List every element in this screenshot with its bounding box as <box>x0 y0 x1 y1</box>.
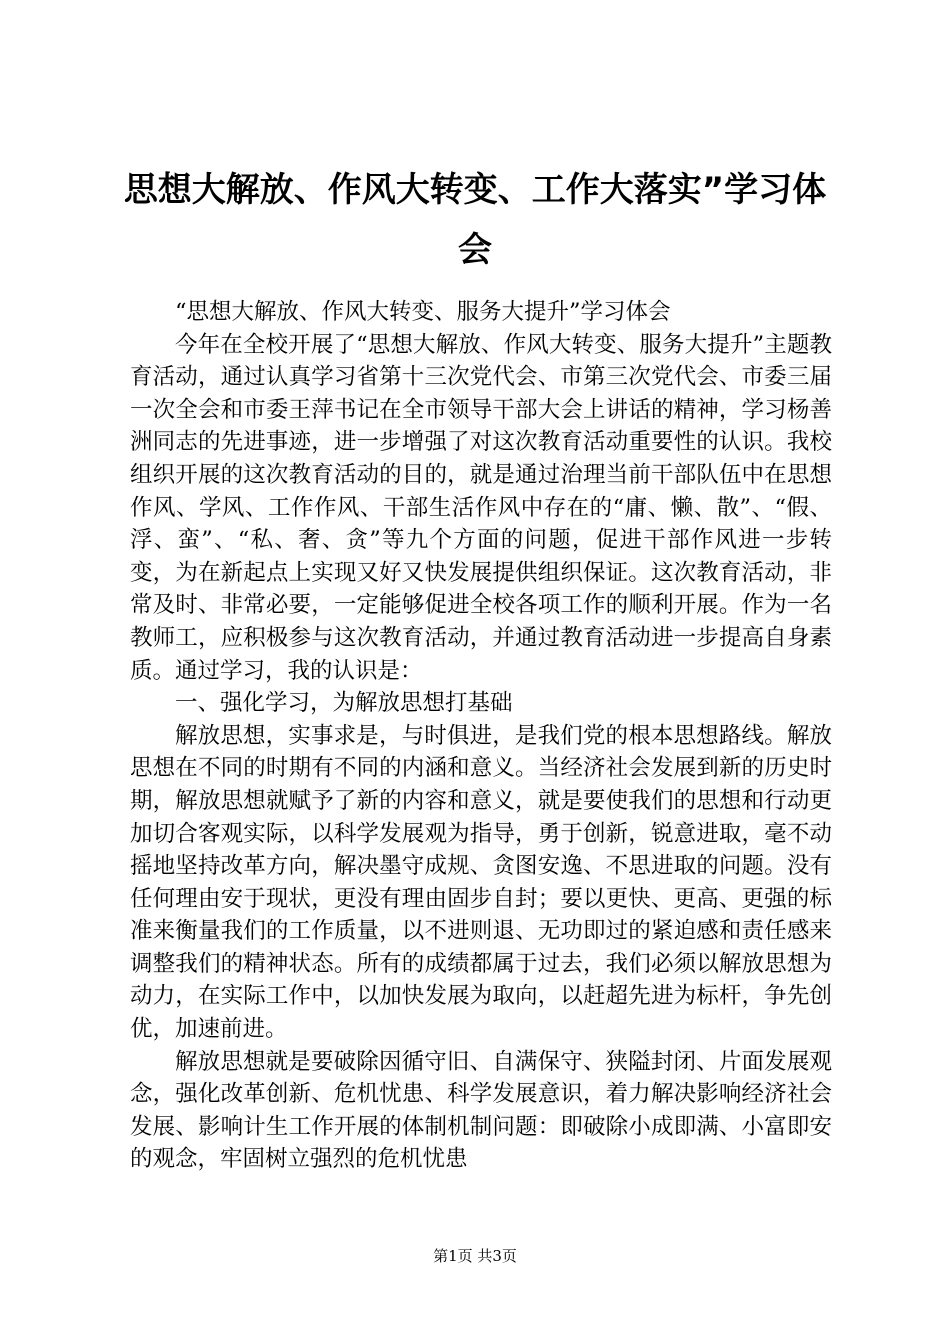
section-heading: 一、强化学习，为解放思想打基础 <box>175 690 513 717</box>
paragraph-subtitle: “思想大解放、作风大转变、服务大提升”学习体会 <box>175 299 671 325</box>
page-number: 第1页 <box>433 1247 473 1265</box>
paragraph-intro: 今年在全校开展了“思想大解放、作风大转变、服务大提升”主题教育活动，通过认真学习省第十三次党代会、市第三次党代会、市委三届一次全会和市委王萍书记在全市领导干部大会上讲话的精神，学习杨善洲同志的先进事迹，进一步增强了对这次教育活动重要性的认识。我校组织开展的这次教育活动的目的，就是通过治理当前干部队伍中在思想作风、学风、工作作风、干部生活作风中存在的“庸、懒、散”、“假、浮、蛮”、“私、奢、贪”等九个方面的问题，促进干部作风进一步转变，为在新起点上实现又好又快发展提供组织保证。这次教育活动，非常及时、非常必要，一定能够促进全校各项工作的顺利开展。作为一名教师工，应积极参与这次教育活动，并通过教育活动进一步提高自身素质。通过学习，我的认识是： <box>130 331 832 684</box>
paragraph-body: 解放思想就是要破除因循守旧、自满保守、狭隘封闭、片面发展观念，强化改革创新、危机忧患、科学发展意识，着力解决影响经济社会发展、影响计生工作开展的体制机制问题：即破除小成即满、小富即安的观念，牢固树立强烈的危机忧患 <box>130 1048 832 1173</box>
page-footer <box>0 1246 950 1266</box>
document-body <box>130 296 832 1176</box>
page-total: 共3页 <box>477 1247 517 1265</box>
document-title: 思想大解放、作风大转变、工作大落实”学习体会 <box>123 170 827 270</box>
paragraph-body: 解放思想，实事求是，与时俱进，是我们党的根本思想路线。解放思想在不同的时期有不同的内涵和意义。当经济社会发展到新的历史时期，解放思想就赋予了新的内容和意义，就是要使我们的思想和行动更加切合客观实际，以科学发展观为指导，勇于创新，锐意进取，毫不动摇地坚持改革方向，解决墨守成规、贪图安逸、不思进取的问题。没有任何理由安于现状，更没有理由固步自封；要以更快、更高、更强的标准来衡量我们的工作质量，以不进则退、无功即过的紧迫感和责任感来调整我们的精神状态。所有的成绩都属于过去，我们必须以解放思想为动力，在实际工作中，以加快发展为取向，以赶超先进为标杆，争先创优，加速前进。 <box>130 722 832 1043</box>
